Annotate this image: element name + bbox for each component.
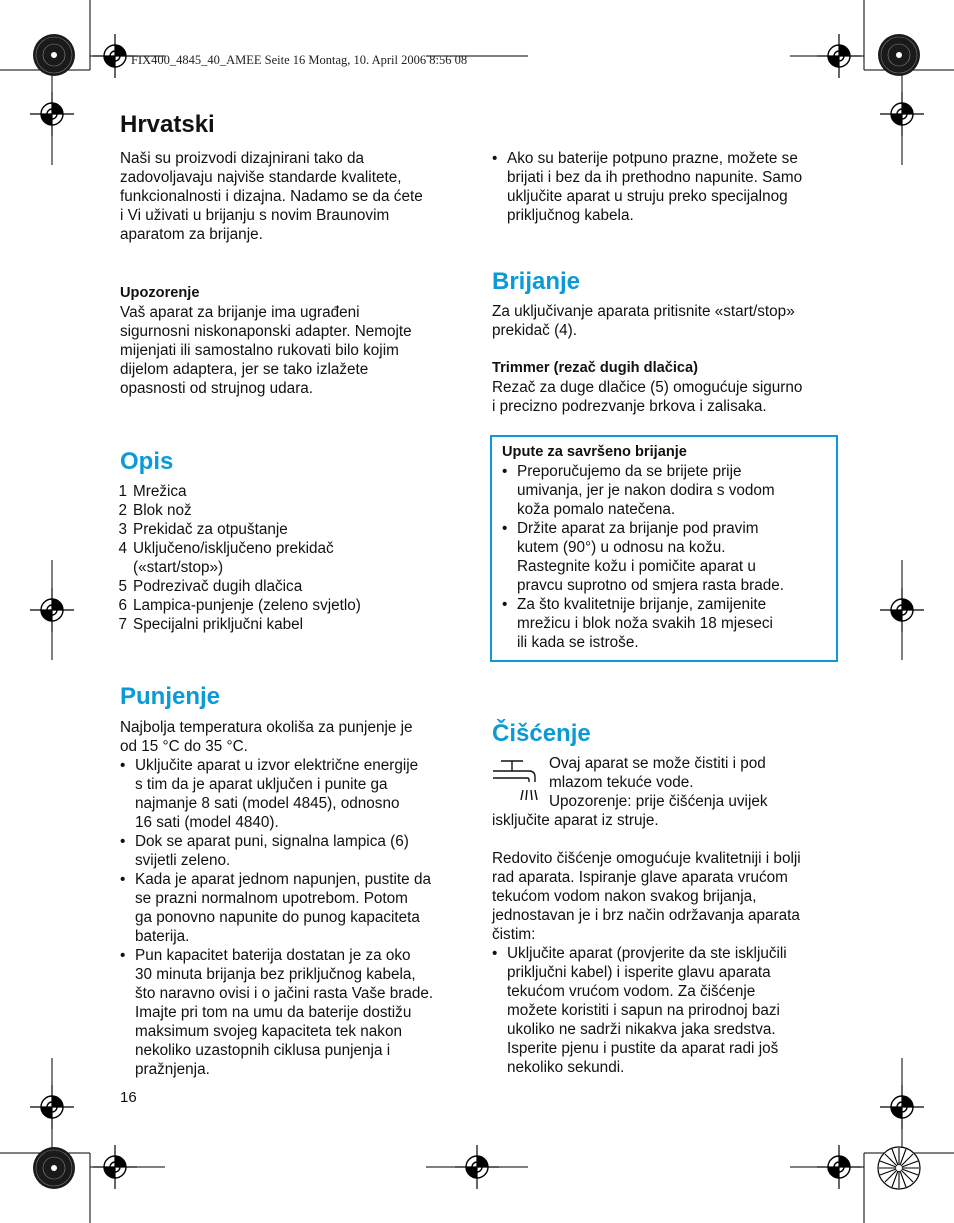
ciscenje-title: Čišćenje [492,720,591,747]
trimmer-block [492,359,842,416]
punjenje-body [120,718,470,1079]
warning-block [120,284,470,398]
ciscenje-line: Upozorenje: prije čišćenja uvijek [549,793,768,810]
punjenje-title: Punjenje [120,683,221,710]
intro-line: Naši su proizvodi dizajnirani tako da [120,150,365,167]
list-item: • Ako su baterije potpuno prazne, možete se brijati i bez da ih prethodno napunite. Samo uključite aparat u struju preko specijalnog priključnog kabela. [492,149,842,225]
ciscenje-after-icon: isključite aparat iz struje. [492,812,659,829]
list-item: • Dok se aparat puni, signalna lampica (6) svijetli zeleno. [120,832,470,870]
punjenje-intro-line: od 15 °C do 35 °C. [120,738,248,755]
tips-heading: Upute za savršeno brijanje [502,444,687,460]
list-item: 6 Lampica-punjenje (zeleno svjetlo) [118,597,361,614]
brijanje-title: Brijanje [492,268,581,295]
list-item: 7 Specijalni priključni kabel [118,616,304,633]
trimmer-line: i precizno podrezvanje brkova i zalisaka. [492,398,767,415]
opis-list [100,482,470,634]
brijanje-line: prekidač (4). [492,322,578,339]
list-item: • Preporučujemo da se brijete prije umivanja, jer je nakon dodira s vodom koža pomalo natečena. [502,462,828,519]
warning-line: dijelom adaptera, jer se tako izlažete [120,361,369,378]
list-item: • Uključite aparat (provjerite da ste isključili priključni kabel) i isperite glavu aparata tekućom vrućom vodom. Za čišćenje možete koristiti i sapun na prirodnoj bazi ukoliko ne sadrži nikakva jaka sredstva. Isperite pjenu i pustite da aparat radi još nekoliko sekundi. [492,944,842,1077]
ciscenje-line: mlazom tekuće vode. [549,774,694,791]
intro-paragraph [120,149,470,244]
punjenje-intro-line: Najbolja temperatura okoliša za punjenje je [120,719,413,736]
list-item: 4 Uključeno/isključeno prekidač («start/stop») [118,540,334,576]
intro-line: funkcionalnosti i dizajna. Nadamo se da ćete [120,188,423,205]
list-item: 3 Prekidač za otpuštanje [118,521,288,538]
list-item: • Držite aparat za brijanje pod pravim kutem (90°) u odnosu na kožu. Rastegnite kožu i pomičite aparat u pravcu suprotno od smjera rasta brade. [502,519,828,595]
list-item: • Za što kvalitetnije brijanje, zamijenite mrežicu i blok noža svakih 18 mjeseci ili kada se istroše. [502,595,828,652]
list-item: 2 Blok nož [118,502,192,519]
ciscenje-icon-text [549,754,849,811]
warning-line: sigurnosni niskonaponski adapter. Nemojte [120,323,412,340]
list-item: • Uključite aparat u izvor električne energije s tim da je aparat uključen i punite ga najmanje 8 sati (model 4845), odnosno 16 sati (model 4840). [120,756,470,832]
brijanje-body [492,302,842,340]
ciscenje-line: Ovaj aparat se može čistiti i pod [549,755,766,772]
brijanje-line: Za uključivanje aparata pritisnite «start/stop» [492,303,795,320]
language-title: Hrvatski [120,111,215,138]
file-info-header: FIX400_4845_40_AMEE Seite 16 Montag, 10. April 2006 8:56 08 [131,53,468,67]
warning-line: Vaš aparat za brijanje ima ugrađeni [120,304,360,321]
list-item: • Pun kapacitet baterija dostatan je za oko 30 minuta brijanja bez priključnog kabela, što naravno ovisi i o jačini rasta Vaše brade. Imajte pri tom na umu da baterije dostižu maksimum svojeg kapaciteta tek nakon nekoliko uzastopnih ciklusa punjenja i pražnjenja. [120,946,470,1079]
list-item: 1 Mrežica [118,483,187,500]
list-item: 5 Podrezivač dugih dlačica [118,578,303,595]
intro-line: aparatom za brijanje. [120,226,263,243]
ciscenje-paragraph: Redovito čišćenje omogućuje kvalitetniji i bolji rad aparata. Ispiranje glave aparata vrućom tekućom vodom nakon svakog brijanja, jednostavan je i brz način održavanja aparata čistim: • Uključite aparat (provjerite da ste isključili priključni kabel) i isperite glavu aparata tekućom vrućom vodom. Za čišćenje možete koristiti i sapun na prirodnoj bazi ukoliko ne sadrži nikakva jaka sredstva. Isperite pjenu i pustite da aparat radi još nekoliko sekundi. [492,849,842,1077]
warning-line: mijenjati ili samostalno rukovati bilo kojim [120,342,399,359]
page-number: 16 [120,1089,137,1106]
intro-line: zadovoljavaju najviše standarde kvalitete, [120,169,402,186]
warning-heading: Upozorenje [120,285,200,301]
trimmer-line: Rezač za duge dlačice (5) omogućuje sigurno [492,379,803,396]
trimmer-heading: Trimmer (rezač dugih dlačica) [492,360,699,376]
tap-water-icon [493,758,541,804]
list-item: • Kada je aparat jednom napunjen, pustite da se prazni normalnom upotrebom. Potom ga ponovno napunite do punog kapaciteta baterija. [120,870,470,946]
opis-title: Opis [120,448,174,475]
tips-box [490,435,838,662]
intro-line: i Vi uživati u brijanju s novim Braunovim [120,207,390,224]
warning-line: opasnosti od strujnog udara. [120,380,314,397]
battery-note [492,149,842,225]
